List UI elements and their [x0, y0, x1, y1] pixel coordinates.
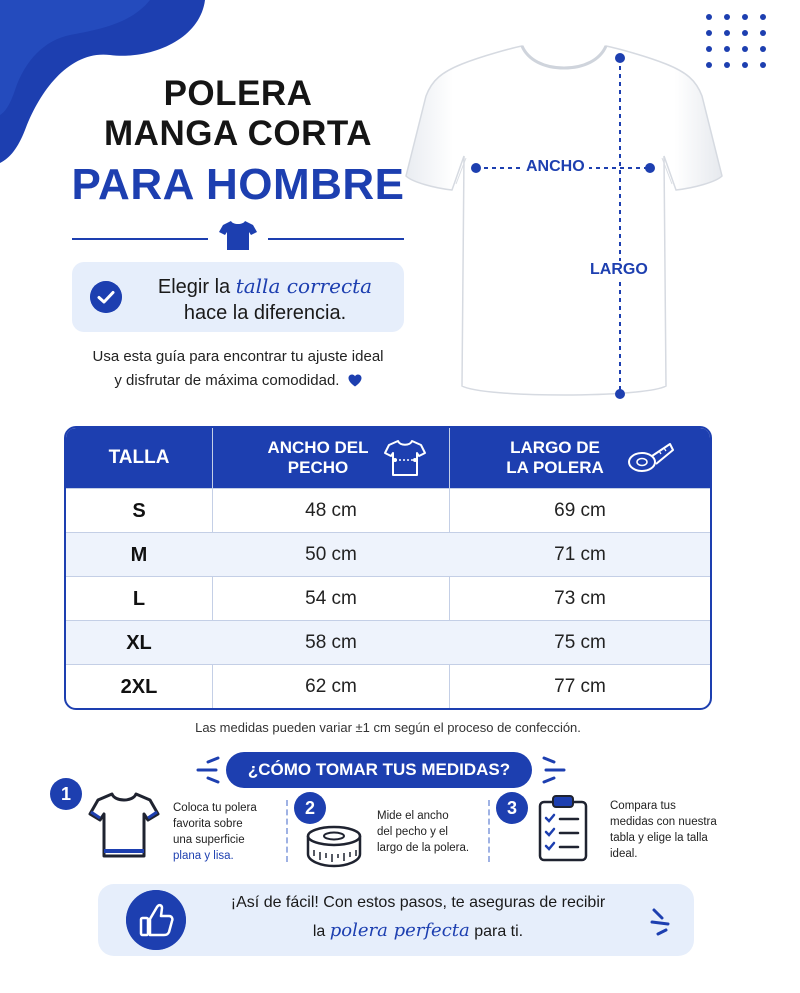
step-3-line-3: tabla y elige la talla — [610, 832, 708, 844]
step-1-number: 1 — [50, 778, 82, 810]
step-1-line-3: una superficie — [173, 834, 245, 846]
callout-line-1 — [132, 274, 398, 299]
table-row — [66, 620, 710, 664]
step-1-text — [173, 800, 283, 864]
cell-size: 2XL — [120, 676, 158, 698]
title-line-3: PARA HOMBRE — [71, 160, 405, 209]
title-divider-left — [72, 238, 208, 240]
header-length-line-2: LA POLERA — [506, 458, 604, 477]
cell-length: 77 cm — [554, 676, 606, 697]
header-chest — [213, 428, 449, 488]
cell-chest: 62 cm — [305, 676, 357, 697]
step-2-line-2: del pecho y el — [377, 826, 448, 838]
cell-length: 73 cm — [554, 588, 606, 609]
left-sparkle-decoration — [188, 752, 228, 788]
step-2-number: 2 — [294, 792, 326, 824]
cell-chest: 50 cm — [305, 544, 357, 565]
table-row — [66, 532, 710, 576]
header-chest-line-2: PECHO — [287, 458, 349, 477]
cell-chest: 54 cm — [305, 588, 357, 609]
callout-line-2: hace la diferencia. — [183, 302, 347, 324]
table-header — [66, 428, 710, 488]
header-length-line-1: LARGO DE — [510, 438, 600, 457]
intro-line-2 — [60, 372, 416, 389]
header-size-label: TALLA — [108, 447, 170, 468]
measuring-tape-icon — [304, 824, 364, 868]
thumbs-up-icon — [126, 890, 186, 950]
step-2-line-1: Mide el ancho — [377, 810, 449, 822]
right-sparkle-decoration — [534, 752, 574, 788]
step-2-text — [377, 808, 487, 856]
title-line-2: MANGA CORTA — [104, 114, 372, 153]
table-row — [66, 664, 710, 708]
tshirt-diagram — [404, 36, 730, 416]
step-separator — [286, 800, 288, 862]
width-label: ANCHO — [522, 158, 589, 176]
intro-line-1: Usa esta guía para encontrar tu ajuste ideal — [92, 348, 384, 365]
cell-size: L — [132, 588, 146, 610]
header-chest-label — [253, 438, 383, 478]
step-3-line-4: ideal. — [610, 848, 638, 860]
clipboard-checklist-icon — [536, 794, 590, 862]
step-3-number: 3 — [496, 792, 528, 824]
step-2-line-3: largo de la polera. — [377, 842, 470, 854]
tshirt-width-icon — [383, 438, 427, 478]
title-line-1: POLERA — [163, 74, 313, 113]
cell-chest: 48 cm — [305, 500, 357, 521]
cell-size: XL — [126, 632, 152, 654]
header-size — [66, 428, 212, 488]
tshirt-icon — [88, 790, 160, 862]
header-length-label — [490, 438, 620, 478]
step-1-line-1: Coloca tu polera — [173, 802, 257, 814]
step-3-line-2: medidas con nuestra — [610, 816, 717, 828]
footer-line-2-prefix: la — [312, 923, 326, 940]
size-table — [64, 426, 712, 710]
step-3-line-1: Compara tus — [610, 800, 676, 812]
footer-banner — [98, 884, 694, 956]
tshirt-icon — [218, 219, 258, 251]
header-length — [450, 428, 710, 488]
step-1-line-4: plana y lisa. — [173, 850, 234, 862]
callout-box — [72, 262, 404, 332]
cell-length: 69 cm — [554, 500, 606, 521]
cell-size: S — [132, 500, 146, 522]
step-1-line-2: favorita sobre — [173, 818, 243, 830]
callout-highlight: talla correcta — [235, 274, 373, 298]
table-row — [66, 576, 710, 620]
intro-line-2-text: y disfrutar de máxima comodidad. — [114, 372, 340, 389]
cell-chest: 58 cm — [305, 632, 357, 653]
header-chest-line-1: ANCHO DEL — [267, 438, 369, 457]
length-label: LARGO — [586, 261, 652, 279]
cell-length: 75 cm — [554, 632, 606, 653]
step-separator — [488, 800, 490, 862]
table-row — [66, 488, 710, 532]
footer-line-2 — [208, 920, 628, 941]
cell-size: M — [130, 544, 148, 566]
measuring-tape-header-icon — [626, 440, 674, 476]
heart-icon — [348, 374, 362, 387]
cell-length: 71 cm — [554, 544, 606, 565]
footer-highlight: polera perfecta — [329, 920, 470, 941]
measurement-note: Las medidas pueden variar ±1 cm según el proceso de confección. — [195, 720, 581, 735]
callout-prefix: Elegir la — [157, 276, 231, 298]
step-3-text — [610, 798, 740, 862]
footer-line-1: ¡Así de fácil! Con estos pasos, te aseguras de recibir — [230, 894, 606, 911]
footer-sparkle-decoration — [642, 904, 682, 938]
footer-line-2-suffix: para ti. — [474, 923, 524, 940]
title-divider-right — [268, 238, 404, 240]
howto-title: ¿CÓMO TOMAR TUS MEDIDAS? — [226, 752, 532, 788]
check-circle-icon — [90, 281, 122, 313]
